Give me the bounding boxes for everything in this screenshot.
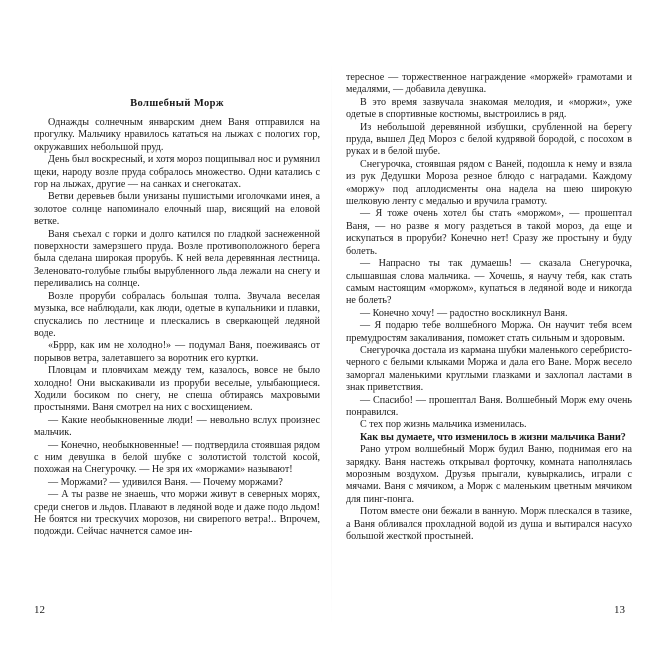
paragraph: — Конечно, необыкновенные! — подтвердила стоявшая рядом с ним девушка в белой шубке с золотистой толстой косой, похожая на Снегурочку. — Не зря их «моржами» называют! [34,439,320,476]
story-title: Волшебный Морж [130,98,224,109]
paragraph: — Спасибо! — прошептал Ваня. Волшебный Морж ему очень понравился. [346,394,632,418]
paragraph: Возле проруби собралась большая толпа. Звучала веселая музыка, все наблюдали, как люди, одетые в купальники и плавки, спускались по лестнице и плескались в сверкающей ледяной воде. [34,290,320,339]
paragraph: Ветви деревьев были унизаны пушистыми иголочками инея, а золотое солнце напоминало елочный шар, висящий на еловой ветке. [34,191,320,228]
paragraph: «Бррр, как им не холодно!» — подумал Ваня, поеживаясь от порывов ветра, залетавшего за воротник его куртки. [34,340,320,364]
paragraph: — А ты разве не знаешь, что моржи живут в северных морях, среди снегов и льдов. Плавают в ледяной воде и даже подо льдом! Не боятся ни трескучих морозов, ни свирепого ветра!.. Впрочем, подожди. Сейчас начнется самое ин- [34,489,320,538]
paragraph: Рано утром волшебный Морж будил Ваню, поднимая его на зарядку. Ваня настежь открывал форточку, комната наполнялась морозным воздухом. Друзья прыгали, кувыркались, играли с мячами. Ваня с мячиком, а Морж с маленьким цветным мячиком для пинг-понга. [346,444,632,505]
paragraph: Потом вместе они бежали в ванную. Морж плескался в тазике, а Ваня обливался прохладной водой из душа и вытирался насухо большой жесткой простыней. [346,506,632,543]
paragraph: Снегурочка, стоявшая рядом с Ваней, подошла к нему и взяла из рук Дедушки Мороза резное блюдо с наградами. Каждому «моржу» под аплодисменты она надела на шею широкую шелковую ленту с медалью и вручила грамоту. [346,158,632,208]
page-number-right: 13 [614,604,625,616]
paragraph: тересное — торжественное награждение «моржей» грамотами и медалями, — добавила девушка. [346,72,632,96]
paragraph: — Я подарю тебе волшебного Моржа. Он научит тебя всем премудростям закаливания, поможет стать сильным и здоровым. [346,320,632,344]
paragraph: — Я тоже очень хотел бы стать «моржом», — прошептал Ваня, — но разве я могу раздеться в такой мороз, да еще и искупаться в проруби? Конечно нет! Сразу же простыну и буду болеть. [346,208,632,257]
book-gutter [331,60,332,628]
paragraph: В это время зазвучала знакомая мелодия, и «моржи», уже одетые в спортивные костюмы, выстроились в ряд. [346,96,632,121]
paragraph: — Напрасно ты так думаешь! — сказала Снегурочка, слышавшая слова мальчика. — Хочешь, я научу тебя, как стать самым настоящим «моржом», купаться в ледяной воде и никогда не болеть? [346,258,632,307]
paragraph: — Конечно хочу! — радостно воскликнул Ваня. [360,307,568,319]
paragraph: Из небольшой деревянной избушки, срубленной на берегу пруда, вышел Дед Мороз с белой кудрявой бородой, с посохом в руках и в белой шубе. [346,121,632,158]
right-page [346,72,632,618]
paragraph: Однажды солнечным январским днем Ваня отправился на прогулку. Мальчику нравилось кататься на лыжах с пологих гор, окружавших небольшой пруд. [34,117,320,153]
paragraph: — Какие необыкновенные люди! — невольно вслух произнес мальчик. [34,414,320,439]
left-page [34,72,320,618]
paragraph: Ваня съехал с горки и долго катился по гладкой заснеженной поверхности замерзшего пруда. Возле противоположного берега была сделана широкая прорубь. К ней вела деревянная лестница. Зеленовато-голубые глыбы вырубленного льда лежали на снегу и переливались на солнце. [34,228,320,290]
question-heading: Как вы думаете, что изменилось в жизни мальчика Вани? [360,431,626,443]
paragraph: День был воскресный, и хотя мороз пощипывал нос и румянил щеки, народу возле пруда собралось множество. Одни катались с гор на лыжах, другие — на санках и снегокатах. [34,154,320,191]
paragraph: С тех пор жизнь мальчика изменилась. [360,419,527,431]
paragraph: Снегурочка достала из кармана шубки маленького серебристо-черного с белыми клыками Моржа и дала его Ване. Морж весело заморгал маленькими круглыми глазками и захлопал ластами в знак приветствия. [346,344,632,394]
page-number-left: 12 [34,604,45,616]
paragraph: Пловцам и пловчихам между тем, казалось, вовсе не было холодно! Они выскакивали из проруби веселые, улыбающиеся. Ходили босиком по снегу, не спеша обтираясь махровыми простынями. Ваня смотрел на них с восхищением. [34,365,320,414]
paragraph: — Моржами? — удивился Ваня. — Почему моржами? [48,476,283,488]
